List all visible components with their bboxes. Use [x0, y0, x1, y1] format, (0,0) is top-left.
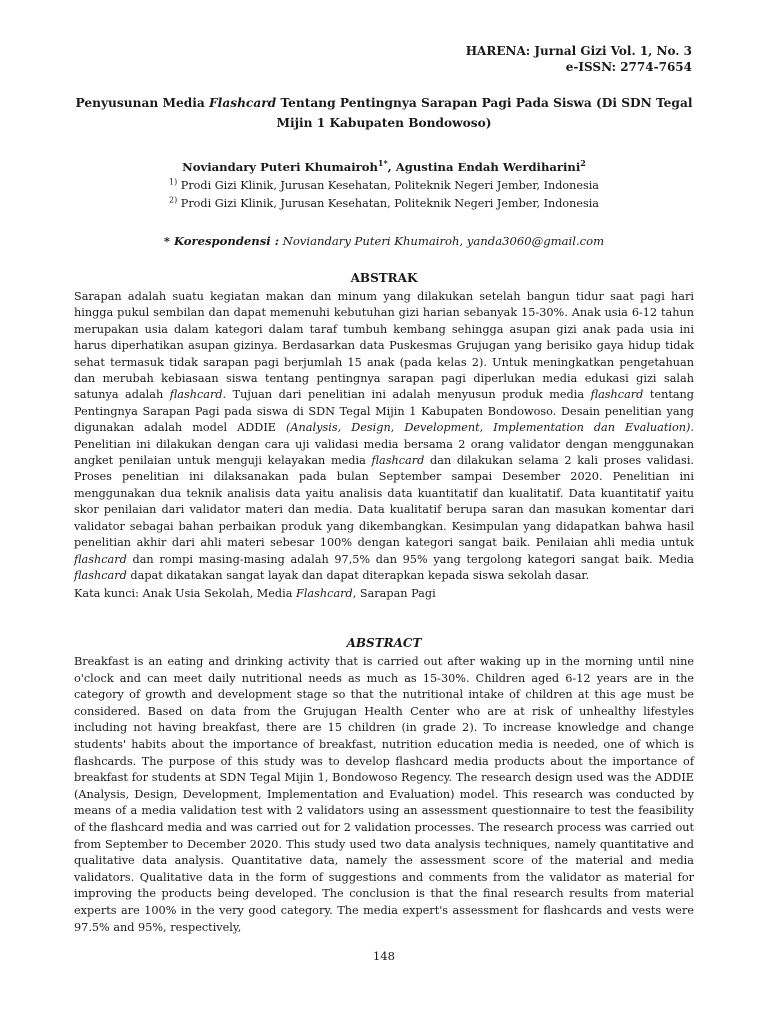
abstrak-text: tentang Pentingnya Sarapan Pagi pada siswa di SDN Tegal Mijin 1 Kabupaten Bondowoso. Desain penelitian yang digunakan adalah model ADDIE: [74, 388, 694, 435]
affiliation-2: [74, 196, 694, 212]
affiliation-2-text: Prodi Gizi Klinik, Jurusan Kesehatan, Politeknik Negeri Jember, Indonesia: [180, 197, 599, 210]
abstract-heading: ABSTRACT: [346, 636, 422, 650]
keywords-italic: Flashcard: [296, 587, 353, 600]
title-text: Penyusunan Media: [75, 96, 210, 110]
keywords-text: Kata kunci: Anak Usia Sekolah, Media: [74, 587, 297, 600]
abstrak-italic: flashcard: [590, 388, 644, 402]
title-text-rest: Tentang Pentingnya Sarapan Pagi Pada Siswa (Di SDN Tegal Mijin 1 Kabupaten Bondowoso): [276, 96, 693, 130]
keywords: [74, 586, 694, 602]
correspondence: [74, 233, 694, 249]
abstrak-text: dan rompi masing-masing adalah 97,5% dan 95% yang tergolong kategori sangat baik. Media: [126, 552, 694, 566]
abstrak-body: [74, 289, 694, 584]
abstrak-italic: flashcard: [74, 552, 127, 566]
abstrak-italic: flashcard: [74, 568, 127, 582]
title-italic: Flashcard: [209, 96, 277, 110]
affiliation-1-text: Prodi Gizi Klinik, Jurusan Kesehatan, Politeknik Negeri Jember, Indonesia: [180, 179, 599, 192]
abstrak-heading: ABSTRAK: [350, 271, 418, 285]
abstrak-text: . Tujuan dari penelitian ini adalah menyusun produk media: [222, 388, 591, 402]
page-number: 148: [372, 949, 396, 963]
abstrak-text: dapat dikatakan sangat layak dan dapat diterapkan kepada siswa sekolah dasar.: [126, 568, 590, 582]
abstrak-text: Sarapan adalah suatu kegiatan makan dan minum yang dilakukan setelah bangun tidur saat pagi hari hingga pukul sembilan dan dapat memenuhi kebutuhan gizi harian sebanyak 15-30%. Anak usia 6-12 tahun merupakan usia dalam kategori dalam taraf tumbuh kembang sehingga asupan gizi anak pada usia ini harus diperhatikan asupan gizinya. Berdasarkan data Puskesmas Grujugan yang berisiko gaya hidup tidak sehat termasuk tidak sarapan pagi berjumlah 15 anak (pada kelas 2). Untuk meningkatkan pengetahuan dan merubah kebiasaan siswa tentang pentingnya sarapan pagi diperlukan media edukasi gizi salah satunya adalah: [74, 290, 694, 402]
correspondence-value: Noviandary Puteri Khumairoh, yanda3060@gmail.com: [279, 234, 605, 248]
author-separator: ,: [387, 160, 396, 174]
journal-name: HARENA: Jurnal Gizi Vol. 1, No. 3: [465, 44, 692, 58]
author-1: Noviandary Puteri Khumairoh: [182, 160, 378, 174]
abstrak-italic: (Analysis, Design, Development, Implementation dan Evaluation): [286, 421, 691, 435]
journal-issn: e-ISSN: 2774-7654: [565, 60, 692, 74]
author-2: Agustina Endah Werdiharini: [395, 160, 581, 174]
author-list: [74, 159, 694, 175]
journal-header: [466, 43, 692, 75]
abstrak-italic: flashcard: [169, 388, 223, 402]
abstract-body: Breakfast is an eating and drinking activity that is carried out after waking up in the morning until nine o'clock and can meet daily nutritional needs as much as 15-30%. Children aged 6-12 years are in the category of growth and development stage so that the nutritional intake of children at this age must be considered. Based on data from the Grujugan Health Center who are at risk of unhealthy lifestyles including not having breakfast, there are 15 children (in grade 2). To increase knowledge and change students' habits about the importance of breakfast, nutrition education media is needed, one of which is flashcards. The purpose of this study was to develop flashcard media products about the importance of breakfast for students at SDN Tegal Mijin 1, Bondowoso Regency. The research design used was the ADDIE (Analysis, Design, Development, Implementation and Evaluation) model. This research was conducted by means of a media validation test with 2 validators using an assessment questionnaire to test the feasibility of the flashcard media and was carried out for 2 validation processes. The research process was carried out from September to December 2020. This study used two data analysis techniques, namely quantitative and qualitative data analysis. Quantitative data, namely the assessment score of the material and media validators. Qualitative data in the form of suggestions and comments from the validator as material for improving the products being developed. The conclusion is that the final research results from material experts are 100% in the very good category. The media expert's assessment for flashcards and vests were 97.5% and 95%, respectively,: [74, 655, 694, 934]
correspondence-label: * Korespondensi :: [163, 234, 279, 248]
keywords-text: , Sarapan Pagi: [352, 587, 436, 600]
affiliation-2-sup: 2): [169, 195, 178, 205]
abstrak-text: dan dilakukan selama 2 kali proses validasi. Proses penelitian ini dilaksanakan pada bulan September sampai Desember 2020. Penelitian ini menggunakan dua teknik analisis data yaitu analisis data kuantitatif dan kualitatif. Data kuantitatif yaitu skor penilaian dari validator materi dan media. Data kualitatif berupa saran dan masukan komentar dari validator sebagai bahan perbaikan produk yang dikembangkan. Kesimpulan yang didapatkan bahwa hasil penelitian akhir dari ahli materi sebesar 100% dengan kategori sangat baik. Penilaian ahli media untuk: [74, 454, 694, 550]
author-1-sup: 1*: [377, 158, 388, 169]
affiliation-1-sup: 1): [169, 177, 178, 187]
author-2-sup: 2: [580, 158, 586, 169]
abstrak-text: . Penelitian ini dilakukan dengan cara uji validasi media bersama 2 orang validator dengan menggunakan angket penilaian untuk menguji kelayakan media: [74, 421, 694, 468]
abstrak-italic: flashcard: [371, 454, 425, 468]
paper-title: [74, 93, 694, 133]
affiliation-1: [74, 178, 694, 194]
